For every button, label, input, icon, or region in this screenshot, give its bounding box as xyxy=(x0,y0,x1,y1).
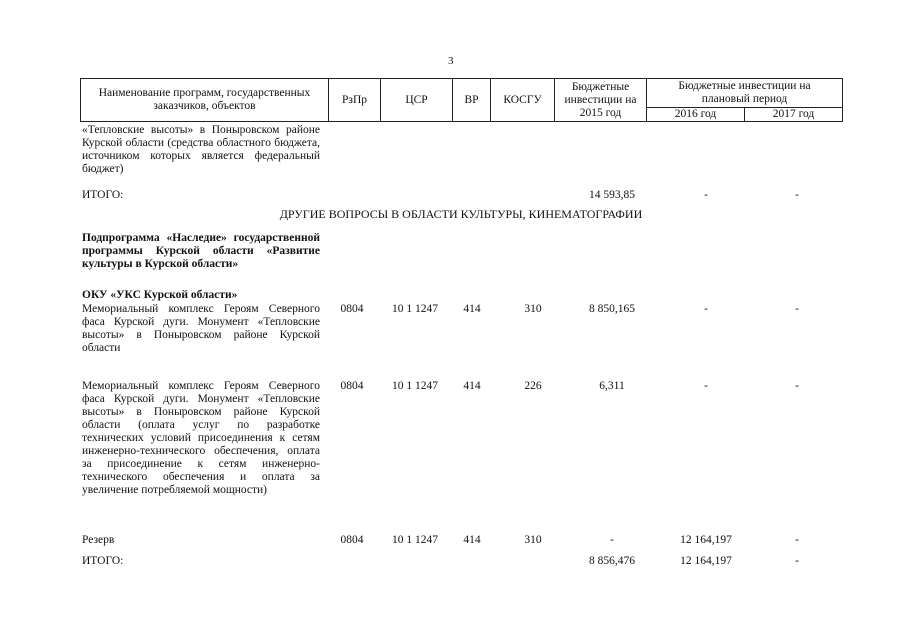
total1-2017: - xyxy=(795,189,799,201)
page-number: 3 xyxy=(448,55,454,67)
header-2016: 2016 год xyxy=(647,108,745,122)
total1-2015: 14 593,85 xyxy=(589,189,635,201)
total2-2016: 12 164,197 xyxy=(680,555,732,567)
row2-kosgu: 226 xyxy=(524,380,542,392)
row3-2017: - xyxy=(795,534,799,546)
row2-2015: 6,311 xyxy=(599,380,625,392)
header-2017: 2017 год xyxy=(745,108,843,122)
row2-2017: - xyxy=(795,380,799,392)
row2-vr: 414 xyxy=(463,380,481,392)
row1-vr: 414 xyxy=(463,303,481,315)
header-name: Наименование программ, государственных заказчиков, объектов xyxy=(81,79,329,122)
row3-vr: 414 xyxy=(463,534,481,546)
header-rzpr: РзПр xyxy=(329,79,381,122)
row1-csr: 10 1 1247 xyxy=(392,303,438,315)
row3-name: Резерв xyxy=(82,534,115,546)
row3-csr: 10 1 1247 xyxy=(392,534,438,546)
row1-2015: 8 850,165 xyxy=(589,303,635,315)
section-title: ДРУГИЕ ВОПРОСЫ В ОБЛАСТИ КУЛЬТУРЫ, КИНЕМАТОГРАФИИ xyxy=(279,207,643,221)
table-header xyxy=(80,78,843,122)
row2-2016: - xyxy=(704,380,708,392)
row2-name: Мемориальный комплекс Героям Северного фаса Курской дуги. Монумент «Тепловские высоты» в Поныровском районе Курской области (оплата услуг по разработке технических условий присоединения к сетям инженерно-технического обеспечения, оплата за присоединение к сетям инженерно-технического обеспечения и оплата за увеличение потребляемой мощности) xyxy=(82,380,320,496)
total1-2016: - xyxy=(704,189,708,201)
row1-2017: - xyxy=(795,303,799,315)
customer-title: ОКУ «УКС Курской области» xyxy=(82,289,238,301)
header-vr: ВР xyxy=(453,79,491,122)
header-planned: Бюджетные инвестиции на плановый период xyxy=(647,79,843,108)
row3-kosgu: 310 xyxy=(524,534,542,546)
top-fragment-text: «Тепловские высоты» в Поныровском районе Курской области (средства областного бюджета, источником которых является федеральный бюджет) xyxy=(82,124,320,175)
row1-2016: - xyxy=(704,303,708,315)
total2-2017: - xyxy=(795,555,799,567)
row3-rzpr: 0804 xyxy=(340,534,364,546)
row3-2015: - xyxy=(610,534,614,546)
header-csr: ЦСР xyxy=(381,79,453,122)
row2-csr: 10 1 1247 xyxy=(392,380,438,392)
total2-label: ИТОГО: xyxy=(82,555,124,567)
header-inv2015: Бюджетные инвестиции на 2015 год xyxy=(555,79,647,122)
header-kosgu: КОСГУ xyxy=(491,79,555,122)
row1-name: Мемориальный комплекс Героям Северного фаса Курской дуги. Монумент «Тепловские высоты» в Поныровском районе Курской области xyxy=(82,303,320,354)
row1-kosgu: 310 xyxy=(524,303,542,315)
subprogram-title: Подпрограмма «Наследие» государственной программы Курской области «Развитие культуры в Курской области» xyxy=(82,232,320,270)
total1-label: ИТОГО: xyxy=(82,189,124,201)
row3-2016: 12 164,197 xyxy=(680,534,732,546)
total2-2015: 8 856,476 xyxy=(589,555,635,567)
row1-rzpr: 0804 xyxy=(340,303,364,315)
row2-rzpr: 0804 xyxy=(340,380,364,392)
